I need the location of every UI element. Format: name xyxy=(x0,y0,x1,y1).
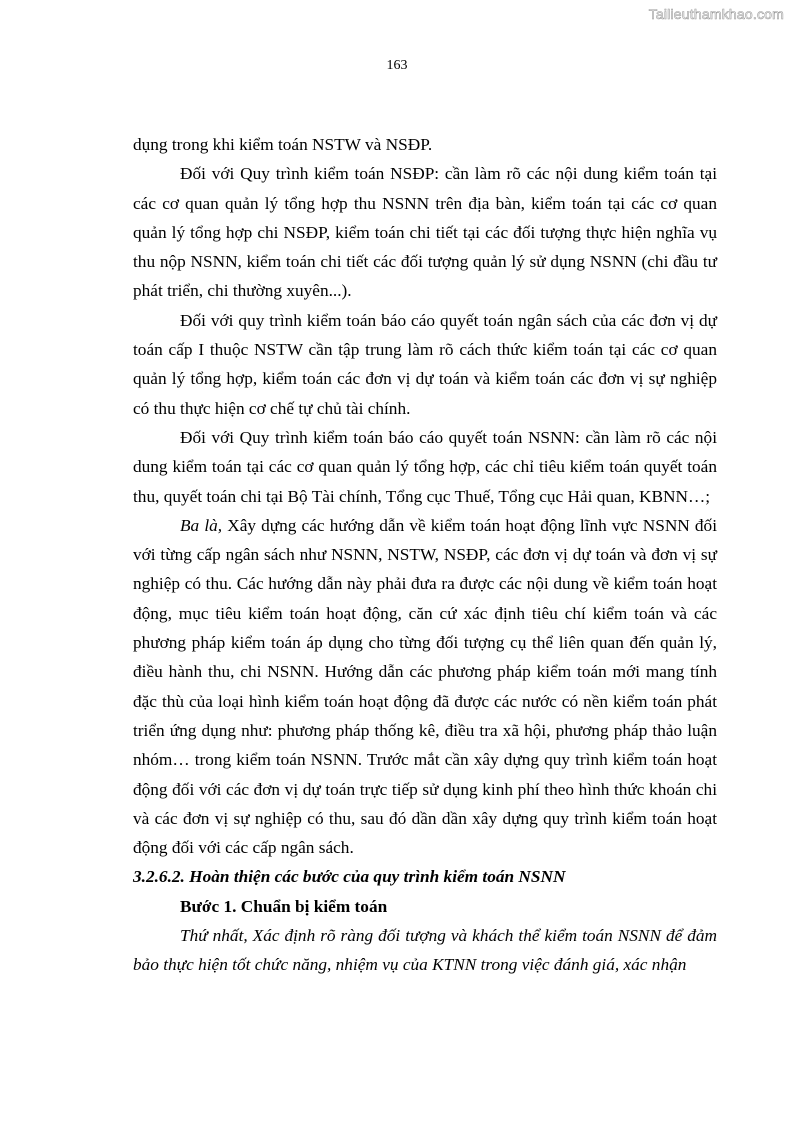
paragraph-budget-unit-procedure: Đối với quy trình kiểm toán báo cáo quyết toán ngân sách của các đơn vị dự toán cấp I thuộc NSTW cần tập trung làm rõ cách thức kiểm toán tại các cơ quan quản lý tổng hợp, kiểm toán các đơn vị dự toán và kiểm toán các đơn vị sự nghiệp có thu thực hiện cơ chế tự chủ tài chính. xyxy=(133,310,717,418)
paragraph-nsnn-settlement-procedure: Đối với Quy trình kiểm toán báo cáo quyết toán NSNN: cần làm rõ các nội dung kiểm toán tại các cơ quan quản lý tổng hợp, các chỉ tiêu kiểm toán quyết toán thu, quyết toán chi tại Bộ Tài chính, Tổng cục Thuế, Tổng cục Hải quan, KBNN…; xyxy=(133,427,717,506)
section-heading: 3.2.6.2. Hoàn thiện các bước của quy trình kiểm toán NSNN xyxy=(133,867,566,887)
step-heading: Bước 1. Chuẩn bị kiểm toán xyxy=(180,896,388,916)
paragraph-thu-nhat: Thứ nhất, Xác định rõ ràng đối tượng và khách thể kiểm toán NSNN để đảm bảo thực hiện tốt chức năng, nhiệm vụ của KTNN trong việc đánh giá, xác nhận xyxy=(133,926,717,975)
paragraph-nsdp-procedure: Đối với Quy trình kiểm toán NSĐP: cần làm rõ các nội dung kiểm toán tại các cơ quan quản lý tổng hợp thu NSNN trên địa bàn, kiểm toán tại các cơ quan quản lý tổng hợp chi NSĐP, kiểm toán chi tiết tại các đối tượng thực hiện nghĩa vụ thu nộp NSNN, kiểm toán chi tiết các đối tượng quản lý sử dụng NSNN (chi đầu tư phát triển, chi thường xuyên...). xyxy=(133,164,717,301)
paragraph-lead-ba-la: Ba là, xyxy=(180,515,223,535)
page-number: 163 xyxy=(386,58,408,73)
watermark: Tailieuthamkhao.com xyxy=(648,6,784,22)
paragraph-ba-la xyxy=(133,511,717,863)
paragraph-ba-la-text: Xây dựng các hướng dẫn về kiểm toán hoạt động lĩnh vực NSNN đối với từng cấp ngân sách như NSNN, NSTW, NSĐP, các đơn vị dự toán và đơn vị sự nghiệp có thu. Các hướng dẫn này phải đưa ra được các nội dung về kiểm toán hoạt động, mục tiêu kiểm toán hoạt động, căn cứ xác định tiêu chí kiểm toán và các phương pháp kiểm toán áp dụng cho từng đối tượng cụ thể liên quan đến quản lý, điều hành thu, chi NSNN. Hướng dẫn các phương pháp kiểm toán mới mang tính đặc thù của loại hình kiểm toán hoạt động đã được các nước có nền kiểm toán phát triển ứng dụng như: phương pháp thống kê, điều tra xã hội, phương pháp thảo luận nhóm… trong kiểm toán NSNN. Trước mắt cần xây dựng quy trình kiểm toán hoạt động đối với các đơn vị dự toán trực tiếp sử dụng kinh phí theo hình thức khoán chi và các đơn vị sự nghiệp có thu, sau đó dần dần xây dựng quy trình kiểm toán hoạt động đối với các cấp ngân sách. xyxy=(133,515,717,858)
document-body xyxy=(133,130,717,980)
paragraph-continuation: dụng trong khi kiểm toán NSTW và NSĐP. xyxy=(133,135,433,154)
